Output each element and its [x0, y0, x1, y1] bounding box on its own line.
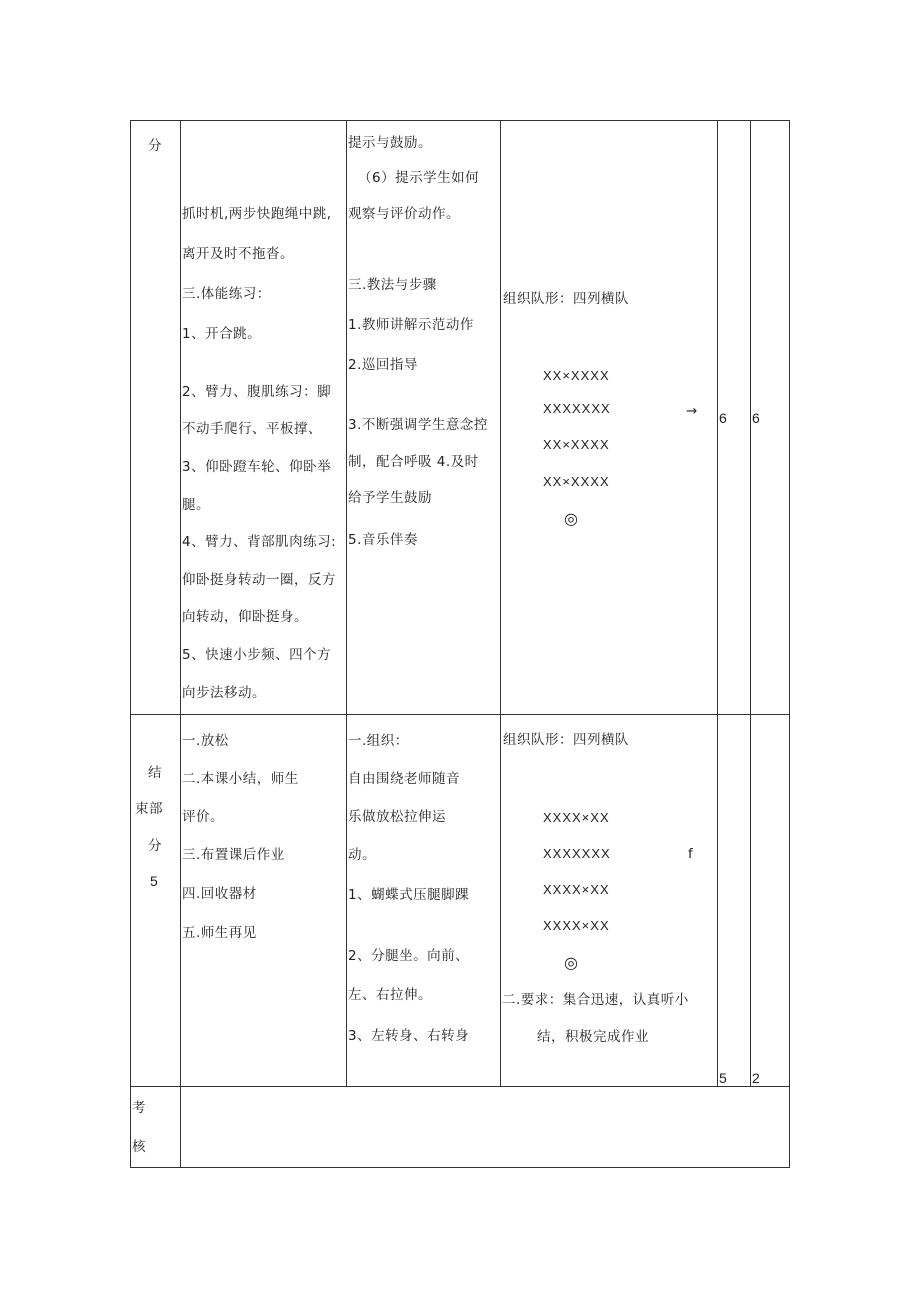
requirement-line: 结，积极完成作业 — [537, 1029, 649, 1045]
method-line: 2.巡回指导 — [348, 357, 418, 373]
column-divider-4 — [717, 120, 718, 1087]
method-line: 3、左转身、右转身 — [348, 1028, 470, 1044]
table-left-border — [130, 120, 131, 1168]
assessment-label-line: 核 — [132, 1139, 146, 1155]
method-line: 动。 — [348, 847, 376, 863]
formation-row: XX×XXXX — [543, 368, 610, 383]
method-line: 观察与评价动作。 — [348, 206, 460, 222]
formation-row: XXXX×XX — [543, 882, 610, 897]
content-line: 5、快速小步频、四个方 — [182, 647, 332, 663]
section-label-line: 5 — [150, 873, 158, 889]
method-line: 5.音乐伴奏 — [348, 532, 418, 548]
method-line: 左、右拉伸。 — [348, 987, 432, 1003]
content-line: 1、开合跳。 — [182, 326, 262, 342]
section-label-line: 分 — [148, 838, 162, 854]
content-line: 向转动，仰卧挺身。 — [182, 609, 308, 625]
section-label-line: 束部 — [135, 801, 163, 817]
row-divider-2 — [130, 1086, 790, 1087]
method-line: 一.组织： — [348, 733, 409, 749]
formation-title: 组织队形：四列横队 — [503, 291, 629, 307]
content-line: 抓时机,两步快跑绳中跳, — [182, 206, 332, 222]
content-line: 2、臂力、腹肌练习：脚 — [182, 384, 332, 400]
formation-row: XX×XXXX — [543, 437, 610, 452]
arrow-icon: → — [686, 403, 698, 419]
method-line: 3.不断强调学生意念控 — [348, 417, 488, 433]
formation-title: 组织队形：四列横队 — [503, 732, 629, 748]
teacher-symbol-icon: ◎ — [564, 953, 579, 972]
time-value: 2 — [752, 1070, 760, 1086]
content-line: 五.师生再见 — [182, 925, 257, 941]
content-line: 3、仰卧蹬车轮、仰卧举 — [182, 459, 332, 475]
formation-row: XXXXXXX — [543, 401, 611, 416]
method-line: 乐做放松拉伸运 — [348, 809, 446, 825]
content-line: 腿。 — [182, 497, 210, 513]
column-divider-5 — [750, 120, 751, 1087]
formation-row: XXXX×XX — [543, 810, 610, 825]
column-divider-1 — [180, 120, 181, 1168]
section-label-line: 结 — [148, 765, 162, 781]
formation-row: XXXXXXX — [543, 846, 611, 861]
section-label: 分 — [148, 138, 162, 154]
time-value: 6 — [752, 410, 760, 426]
method-line: 自由围绕老师随音 — [348, 771, 460, 787]
teacher-symbol-icon: ◎ — [564, 509, 579, 528]
content-line: 离开及时不拖沓。 — [182, 246, 294, 262]
method-line: 2、分腿坐。向前、 — [348, 948, 470, 964]
column-divider-2 — [346, 120, 347, 1087]
content-line: 四.回收器材 — [182, 886, 257, 902]
method-line: 给予学生鼓励 — [348, 490, 432, 506]
method-line: 三.教法与步骤 — [348, 277, 437, 293]
teacher-mark-icon: f — [688, 846, 694, 862]
method-line: 1.教师讲解示范动作 — [348, 317, 474, 333]
content-line: 评价。 — [182, 809, 224, 825]
assessment-label-line: 考 — [132, 1100, 146, 1116]
content-line: 不动手爬行、平板撑、 — [182, 421, 322, 437]
table-top-border — [130, 120, 790, 121]
content-line: 仰卧挺身转动一圈，反方 — [182, 572, 336, 588]
content-line: 二.本课小结，师生 — [182, 771, 299, 787]
method-line: （6）提示学生如何 — [358, 170, 480, 186]
table-bottom-border — [130, 1167, 790, 1168]
row-divider-1 — [130, 714, 790, 715]
content-line: 一.放松 — [182, 733, 229, 749]
content-line: 三.体能练习： — [182, 286, 271, 302]
content-line: 4、臂力、背部肌肉练习: — [182, 534, 337, 550]
formation-row: XXXX×XX — [543, 918, 610, 933]
requirement-line: 二.要求：集合迅速，认真听小 — [502, 992, 689, 1008]
method-line: 制，配合呼吸 4.及时 — [348, 454, 479, 470]
content-line: 三.布置课后作业 — [182, 847, 285, 863]
method-line: 1、蝴蝶式压腿脚踝 — [348, 887, 470, 903]
formation-row: XX×XXXX — [543, 474, 610, 489]
content-line: 向步法移动。 — [182, 685, 266, 701]
count-value: 5 — [719, 1070, 727, 1086]
table-right-border — [789, 120, 790, 1168]
count-value: 6 — [719, 410, 727, 426]
method-line: 提示与鼓励。 — [348, 135, 432, 151]
column-divider-3 — [500, 120, 501, 1087]
